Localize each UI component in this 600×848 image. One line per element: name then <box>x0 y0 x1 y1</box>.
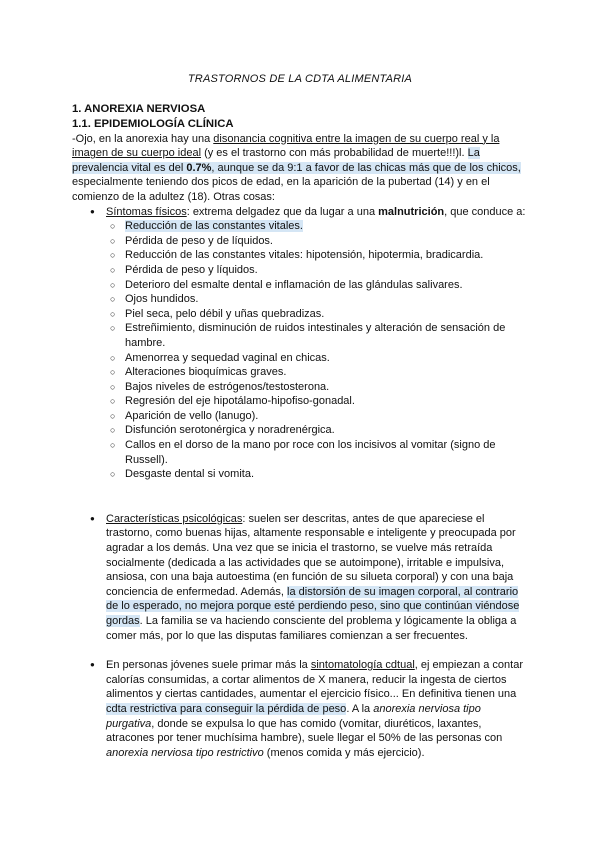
fisicos-text-2: , que conduce a: <box>444 205 526 218</box>
psicologicas-text-2: . La familia se va haciendo consciente del problema y lógicamente la obliga a comer más, por lo que las disputas familiares comienzan a ser frecuentes. <box>106 615 517 642</box>
sintomas-list <box>72 219 528 482</box>
psicologicas-highlight: la distorsión de su imagen corporal, al contrario de lo esperado, no mejora porque esté perdiendo peso, sino que continúan viéndose gordas <box>106 585 520 627</box>
jovenes-text-3: . A la <box>346 702 374 715</box>
prevalence-value: 0.7% <box>186 161 212 174</box>
spacer <box>72 643 528 658</box>
list-item: ○ Disfunción serotonérgica y noradrenérgica. <box>110 423 528 438</box>
jovenes-text-4: , donde se expulsa lo que has comido (vomitar, diuréticos, laxantes, atracones por tener muchísima hambre), suele llegar el 50% de las personas con <box>106 717 503 745</box>
intro-underlined: disonancia cognitiva entre la imagen de su cuerpo real y la imagen de su cuerpo ideal <box>72 132 500 160</box>
prevalence-text-2: , aunque se da 9:1 a favor de las chicas más que de los chicos, <box>211 161 521 174</box>
fisicos-text-1: : extrema delgadez que da lugar a una <box>186 205 379 218</box>
list-item: ○ Amenorrea y sequedad vaginal en chicas. <box>110 351 528 366</box>
intro-text-1: -Ojo, en la anorexia hay una <box>72 132 214 145</box>
main-bullet-list <box>72 205 528 220</box>
fisicos-bold: malnutrición <box>378 205 445 218</box>
jovenes-text-5: (menos comida y más ejercicio). <box>263 746 425 759</box>
prevalence-text: La prevalencia vital es del <box>72 147 480 174</box>
bullet-jovenes <box>92 658 528 760</box>
list-item <box>110 219 528 234</box>
restrictivo-italic: anorexia nerviosa tipo restrictivo <box>106 746 264 759</box>
list-item: ○ Bajos niveles de estrógenos/testosterona. <box>110 380 528 395</box>
list-item: ○ Pérdida de peso y líquidos. <box>110 263 528 278</box>
psicologicas-text-1: : suelen ser descritas, antes de que apareciese el trastorno, como buenas hijas, altamente responsable e inteligente y preocupada por agradar a los demás. Una vez que se inicia el trastorno, se vuelve más retraída socialmente (dedicada a las actividades que se autoimpone), irritable e impulsiva, ansiosa, con una baja autoestima (en función de su silueta corporal) y con una baja conciencia de enfermedad. Además, <box>106 512 516 598</box>
spacer <box>72 482 528 497</box>
bullet-psicologicas <box>92 512 528 643</box>
fisicos-label: Síntomas físicos <box>106 205 187 218</box>
heading-epidemiologia: 1.1. EPIDEMIOLOGÍA CLÍNICA <box>72 117 234 130</box>
heading-anorexia: 1. ANOREXIA NERVIOSA <box>72 102 206 115</box>
spacer <box>72 497 528 512</box>
list-item: ○ Pérdida de peso y de líquidos. <box>110 234 528 249</box>
jovenes-list <box>72 658 528 760</box>
list-item: ○ Piel seca, pelo débil y uñas quebradizas. <box>110 307 528 322</box>
jovenes-text-2: , ej empiezan a contar calorías consumidas, a cortar alimentos de X manera, reducir la ingesta de ciertos alimentos y ciertas cantidades, aumentar el ejercicio físico... En definitiva tienen una <box>106 659 524 701</box>
list-item: ○ Deterioro del esmalte dental e inflamación de las glándulas salivares. <box>110 278 528 293</box>
psicologicas-label: Características psicológicas <box>106 512 243 525</box>
intro-paragraph <box>72 132 528 205</box>
list-item: ○ Alteraciones bioquímicas graves. <box>110 365 528 380</box>
list-item: ○ Ojos hundidos. <box>110 292 528 307</box>
jovenes-text-1: En personas jóvenes suele primar más la <box>106 659 311 672</box>
list-item: ○ Desgaste dental si vomita. <box>110 467 528 482</box>
jovenes-highlight: cdta restrictiva para conseguir la pérdida de peso <box>106 702 347 715</box>
list-item: ○ Aparición de vello (lanugo). <box>110 409 528 424</box>
list-item: ○ Callos en el dorso de la mano por roce con los incisivos al vomitar (signo de Russell). <box>110 438 528 467</box>
list-item-text: Reducción de las constantes vitales. <box>125 220 303 233</box>
intro-text-2: (y es el trastorno con más probabilidad de muerte!!!)l. <box>201 147 468 160</box>
bullet-fisicos <box>92 205 528 220</box>
list-item: ○ Reducción de las constantes vitales: hipotensión, hipotermia, bradicardia. <box>110 248 528 263</box>
document-title: TRASTORNOS DE LA CDTA ALIMENTARIA <box>187 73 413 85</box>
list-item: ○ Estreñimiento, disminución de ruidos intestinales y alteración de sensación de hambre. <box>110 321 528 350</box>
purgativa-italic: anorexia nerviosa tipo purgativa <box>106 702 481 730</box>
list-item: ○ Regresión del eje hipotálamo-hipofiso-gonadal. <box>110 394 528 409</box>
jovenes-underlined: sintomatología cdtual <box>310 659 415 672</box>
psicologicas-list <box>72 512 528 643</box>
intro-text-3: especialmente teniendo dos picos de edad, en la aparición de la pubertad (14) y en el comienzo de la adultez (18). Otras cosas: <box>72 176 490 203</box>
